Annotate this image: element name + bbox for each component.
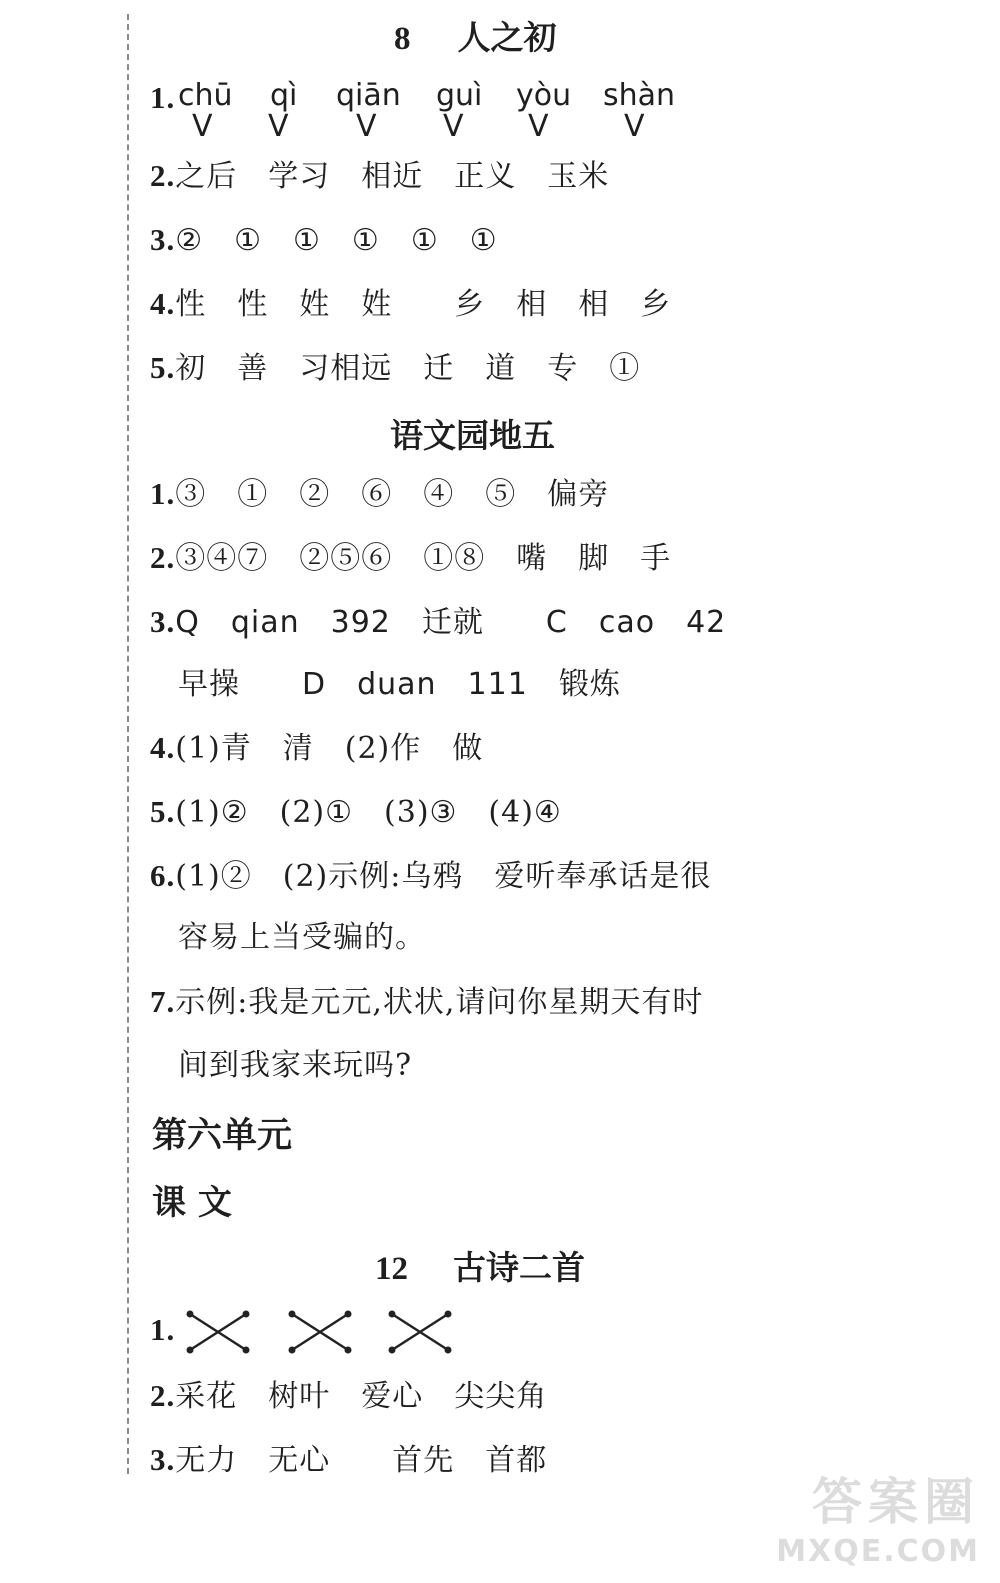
q3-answer: ② ① ① ① ① ① xyxy=(175,223,498,258)
q5-number: 5. xyxy=(150,350,176,385)
s2-q3-number: 3. xyxy=(150,604,176,639)
answer-row-4 xyxy=(150,284,671,325)
s3-answer-row-3 xyxy=(150,1440,547,1481)
unit-subtitle: 课 文 xyxy=(152,1183,232,1223)
pinyin-2: qì xyxy=(270,78,298,113)
s3-q3-number: 3. xyxy=(150,1442,176,1477)
cut-line-divider xyxy=(127,14,129,1474)
answer-row-5 xyxy=(150,348,640,389)
pinyin-3: qiān xyxy=(336,78,401,113)
s2-q2-number: 2. xyxy=(150,540,176,575)
s3-q2-number: 2. xyxy=(150,1378,176,1413)
s2-q4-number: 4. xyxy=(150,730,176,765)
check-mark-5: V xyxy=(528,109,549,144)
s3-q3-answer: 无力 无心 首先 首都 xyxy=(175,1443,548,1478)
s2-q7-answer-b: 间到我家来玩吗? xyxy=(178,1048,413,1083)
lesson-number: 8 xyxy=(394,21,411,57)
s2-q1-number: 1. xyxy=(150,476,176,511)
s3-q2-answer: 采花 树叶 爱心 尖尖角 xyxy=(175,1379,548,1414)
q4-answer: 性 性 姓 姓 乡 相 相 乡 xyxy=(175,287,672,322)
s2-q5-answer: (1)② (2)① (3)③ (4)④ xyxy=(175,795,562,830)
connect-lines-3 xyxy=(388,1310,452,1354)
pinyin-5: yòu xyxy=(516,78,572,113)
q3-number: 3. xyxy=(150,222,176,257)
s2-answer-row-1 xyxy=(150,474,609,515)
watermark-line-1: 答案圈 xyxy=(812,1473,980,1531)
pinyin-6: shàn xyxy=(603,78,676,113)
s2-q6-number: 6. xyxy=(150,858,176,893)
s3-q1-number: 1. xyxy=(150,1312,176,1347)
q2-number: 2. xyxy=(150,158,176,193)
lesson-name: 人之初 xyxy=(457,18,557,57)
check-mark-6: V xyxy=(624,109,645,144)
check-mark-2: V xyxy=(268,109,289,144)
answer-row-2 xyxy=(150,156,609,197)
s2-q5-number: 5. xyxy=(150,794,176,829)
s2-q6-answer-b: 容易上当受骗的。 xyxy=(178,920,426,955)
s2-q3-answer-a: Q qian 392 迁就 C cao 42 xyxy=(175,605,727,640)
lesson-8-title xyxy=(394,12,557,59)
check-mark-4: V xyxy=(443,109,464,144)
check-mark-1: V xyxy=(192,109,213,144)
unit-title: 第六单元 xyxy=(152,1116,293,1156)
s2-q7-number: 7. xyxy=(150,984,176,1019)
q1-number: 1. xyxy=(150,80,176,115)
q2-answer: 之后 学习 相近 正义 玉米 xyxy=(175,159,610,194)
s2-q3-answer-b: 早操 D duan 111 锻炼 xyxy=(178,667,621,702)
lesson-name: 古诗二首 xyxy=(453,1248,585,1287)
s2-answer-row-3 xyxy=(150,602,726,643)
q4-number: 4. xyxy=(150,286,176,321)
pinyin-1: chū xyxy=(178,78,233,113)
section-title-yuwen-yuandi: 语文园地五 xyxy=(390,416,555,455)
pinyin-4: guì xyxy=(436,78,483,113)
watermark-line-2: MXQE.COM xyxy=(776,1534,980,1569)
s2-q1-answer: ③ ① ② ⑥ ④ ⑤ 偏旁 xyxy=(175,477,610,512)
s3-answer-row-2 xyxy=(150,1376,547,1417)
s2-answer-row-5 xyxy=(150,792,562,833)
q5-answer: 初 善 习相远 迁 道 专 ① xyxy=(175,351,641,386)
s2-answer-row-7 xyxy=(150,982,703,1023)
lesson-number: 12 xyxy=(375,1251,408,1287)
check-mark-3: V xyxy=(356,109,377,144)
connect-lines-1 xyxy=(186,1310,250,1354)
s2-answer-row-2 xyxy=(150,538,671,579)
s2-answer-row-6 xyxy=(150,856,711,897)
connect-lines-2 xyxy=(288,1310,352,1354)
s2-q4-answer: (1)青 清 (2)作 做 xyxy=(175,731,484,766)
s2-answer-row-4 xyxy=(150,728,483,769)
lesson-12-title xyxy=(375,1242,585,1289)
s2-q2-answer: ③④⑦ ②⑤⑥ ①⑧ 嘴 脚 手 xyxy=(175,541,672,576)
answer-row-3 xyxy=(150,220,498,261)
s2-q7-answer-a: 示例:我是元元,状状,请问你星期天有时 xyxy=(175,985,704,1020)
s2-q6-answer-a: (1)② (2)示例:乌鸦 爱听奉承话是很 xyxy=(175,859,712,894)
watermark-logo xyxy=(776,1462,980,1569)
